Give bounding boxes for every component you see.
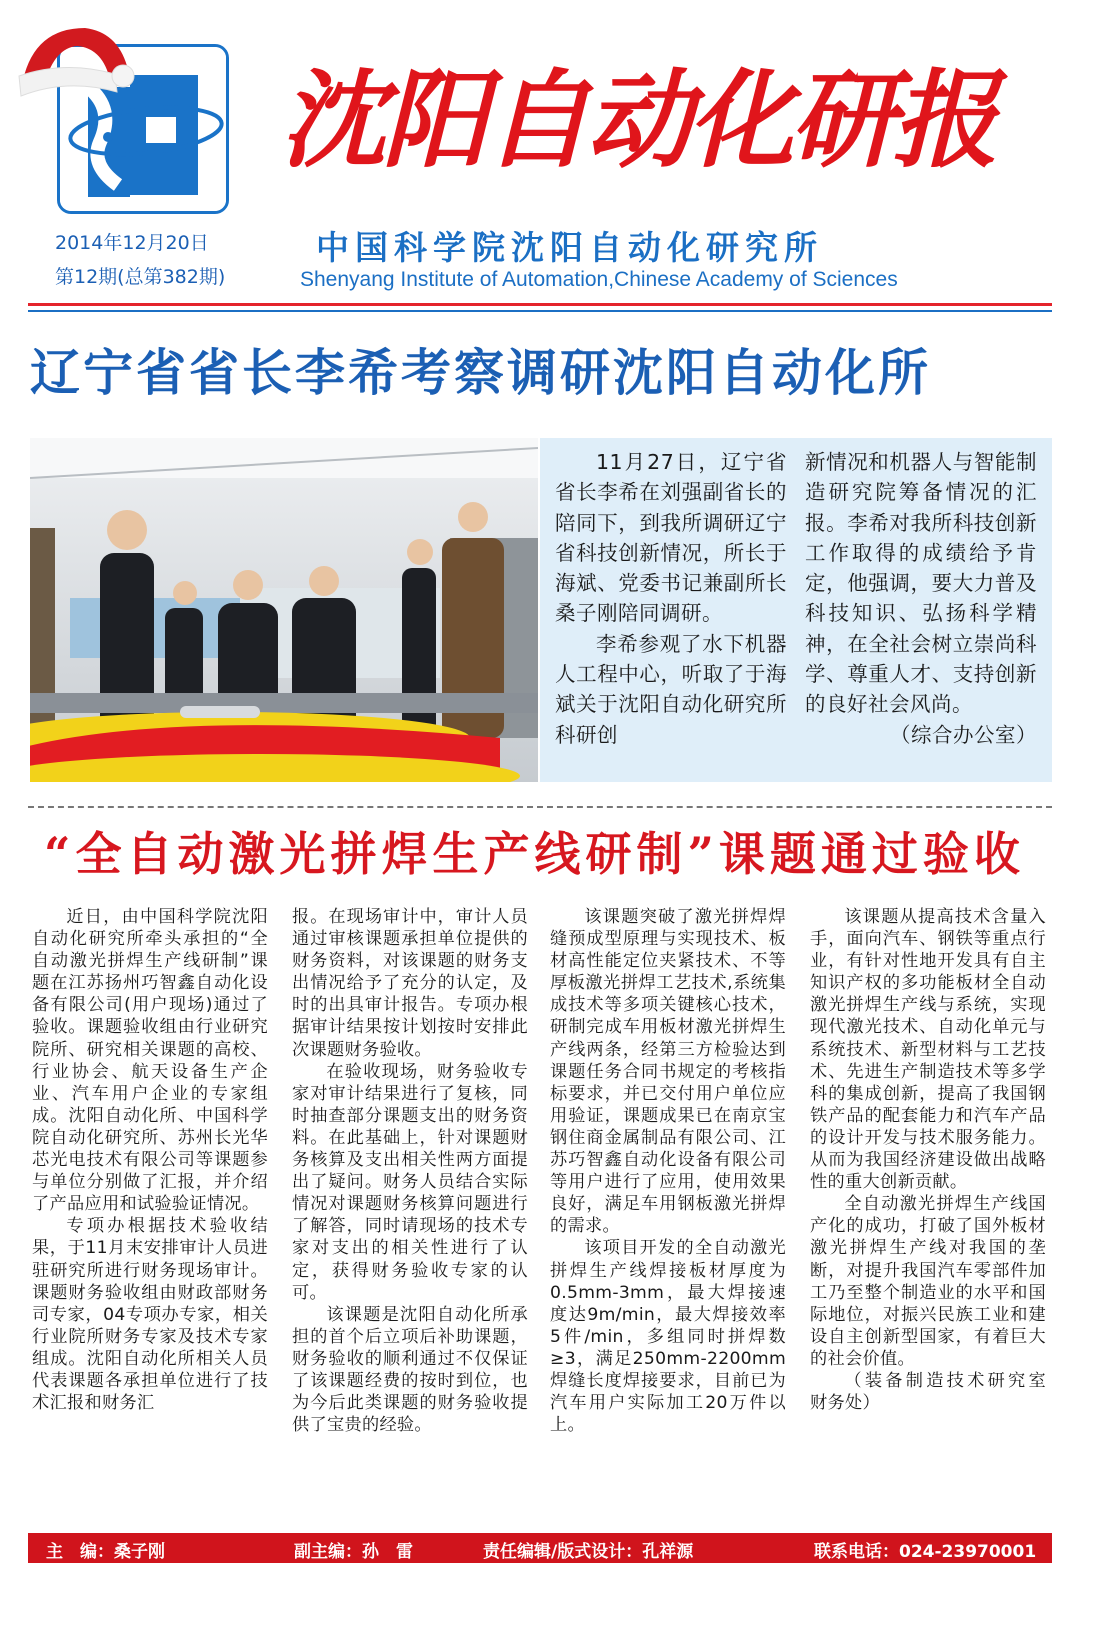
footer-editor: 主 编：桑子刚 [46, 1542, 165, 1562]
story1-paragraph: 李希参观了水下机器人工程中心，听取了于海斌关于沈阳自动化研究所科研创 [555, 631, 787, 747]
story2-column-4 [810, 906, 1064, 1414]
story2-paragraph: 该项目开发的全自动激光拼焊生产线焊接板材厚度为0.5mm-3mm，最大焊接速度达9m/min，最大焊接效率5件/min，多组同时拼焊数≥3，满足250mm-2200mm焊缝长度焊接要求，目前已为汽车用户实际加工20万件以上。 [550, 1238, 786, 1436]
story2-column-2 [292, 906, 528, 1436]
story2-paragraph: 该课题突破了激光拼焊焊缝预成型原理与实现技术、板材高性能定位夹紧技术、不等厚板激光拼焊工艺技术,系统集成技术等多项关键核心技术，研制完成车用板材激光拼焊生产线两条，经第三方检验达到课题任务合同书规定的考核指标要求，并已交付用户单位应用验证，课题成果已在南京宝钢住商金属制品有限公司、江苏巧智鑫自动化设备有限公司等用户进行了应用，使用效果良好，满足车用钢板激光拼焊的需求。 [550, 907, 786, 1237]
issue-number: 第12期(总第382期) [55, 266, 226, 288]
masthead-divider-blue [28, 310, 1052, 312]
footer-bar [28, 1533, 1052, 1563]
footer-phone: 联系电话：024-23970001 [814, 1542, 1037, 1562]
story1-paragraph: 新情况和机器人与智能制造研究院筹备情况的汇报。李希对我所科技创新工作取得的成绩给予肯定，他强调，要大力普及科技知识、弘扬科学精神，在全社会树立崇尚科学、尊重人才、支持创新的良好社会风尚。 [805, 450, 1037, 717]
newspaper-title: 沈阳自动化研报 [280, 57, 994, 182]
story1-column-2 [805, 447, 1037, 750]
footer-deputy-editor: 副主编：孙 雷 [294, 1542, 413, 1562]
story2-paragraph: 专项办根据技术验收结果，于11月末安排审计人员进驻研究所进行财务现场审计。课题财务验收组由财政部财务司专家，04专项办专家，相关行业院所财务专家及技术专家组成。沈阳自动化所相关人员代表课题各承担单位进行了技术汇报和财务汇 [32, 1216, 268, 1414]
section-divider [28, 806, 1052, 808]
story1-paragraph: 11月27日，辽宁省省长李希在刘强副省长的陪同下，到我所调研辽宁省科技创新情况，所长于海斌、党委书记兼副所长桑子刚陪同调研。 [555, 450, 787, 626]
story2-paragraph: 全自动激光拼焊生产线国产化的成功，打破了国外板材激光拼焊生产线对我国的垄断，对提升我国汽车零部件加工乃至整个制造业的水平和国际地位，对振兴民族工业和建设自主创新型国家，有着巨大的社会价值。 [810, 1194, 1046, 1369]
story2-paragraph: 该课题从提高技术含量入手，面向汽车、钢铁等重点行业，有针对性地开发具有自主知识产权的多功能板材全自动激光拼焊生产线与系统，实现现代激光技术、自动化单元与系统技术、新型材料与工艺技术、先进生产制造技术等多学科的集成创新，提高了我国钢铁产品的配套能力和汽车产品的设计开发与技术服务能力。从而为我国经济建设做出战略性的重大创新贡献。 [810, 907, 1046, 1193]
story1-source: （综合办公室） [890, 722, 1037, 747]
footer-layout-editor: 责任编辑/版式设计：孔祥源 [483, 1542, 694, 1562]
visit-photo [30, 438, 538, 782]
headline-governor-visit: 辽宁省省长李希考察调研沈阳自动化所 [30, 344, 931, 402]
headline-laser-welding: “全自动激光拼焊生产线研制”课题通过验收 [44, 827, 1025, 881]
story2-paragraph: 该课题是沈阳自动化所承担的首个后立项后补助课题，财务验收的顺利通过不仅保证了该课题经费的按时到位，也为今后此类课题的财务验收提供了宝贵的经验。 [292, 1304, 528, 1436]
story2-paragraph: 在验收现场，财务验收专家对审计结果进行了复核，同时抽查部分课题支出的财务资料。在此基础上，针对课题财务核算及支出相关性两方面提出了疑问。财务人员结合实际情况对课题财务核算问题进行了解答，同时请现场的技术专家对支出的相关性进行了认定，获得财务验收专家的认可。 [292, 1061, 528, 1303]
story2-paragraph: 近日，由中国科学院沈阳自动化研究所牵头承担的“全自动激光拼焊生产线研制”课题在江苏扬州巧智鑫自动化设备有限公司(用户现场)通过了验收。课题验收组由行业研究院所、研究相关课题的高校、行业协会、航天设备生产企业、汽车用户企业的专家组成。沈阳自动化所、中国科学院自动化研究所、苏州长光华芯光电技术有限公司等课题参与单位分别做了汇报，并介绍了产品应用和试验验证情况。 [32, 907, 268, 1215]
story2-column-3 [550, 906, 786, 1436]
santa-hat-icon [5, 18, 135, 108]
story2-paragraph: 报。在现场审计中，审计人员通过审核课题承担单位提供的财务资料，对该课题的财务支出情况给予了充分的认定，及时的出具审计报告。专项办根据审计结果按计划按时安排此次课题财务验收。 [292, 907, 528, 1060]
masthead-divider-red [28, 303, 1052, 306]
story2-source: （装备制造技术研究室 财务处） [810, 1370, 1064, 1414]
story2-column-1 [32, 906, 268, 1414]
photo-illustration [30, 438, 538, 782]
org-name-chinese: 中国科学院沈阳自动化研究所 [316, 228, 823, 267]
org-name-english: Shenyang Institute of Automation,Chinese Academy of Sciences [300, 268, 898, 291]
story1-column-1 [555, 447, 787, 750]
issue-date: 2014年12月20日 [55, 232, 209, 254]
